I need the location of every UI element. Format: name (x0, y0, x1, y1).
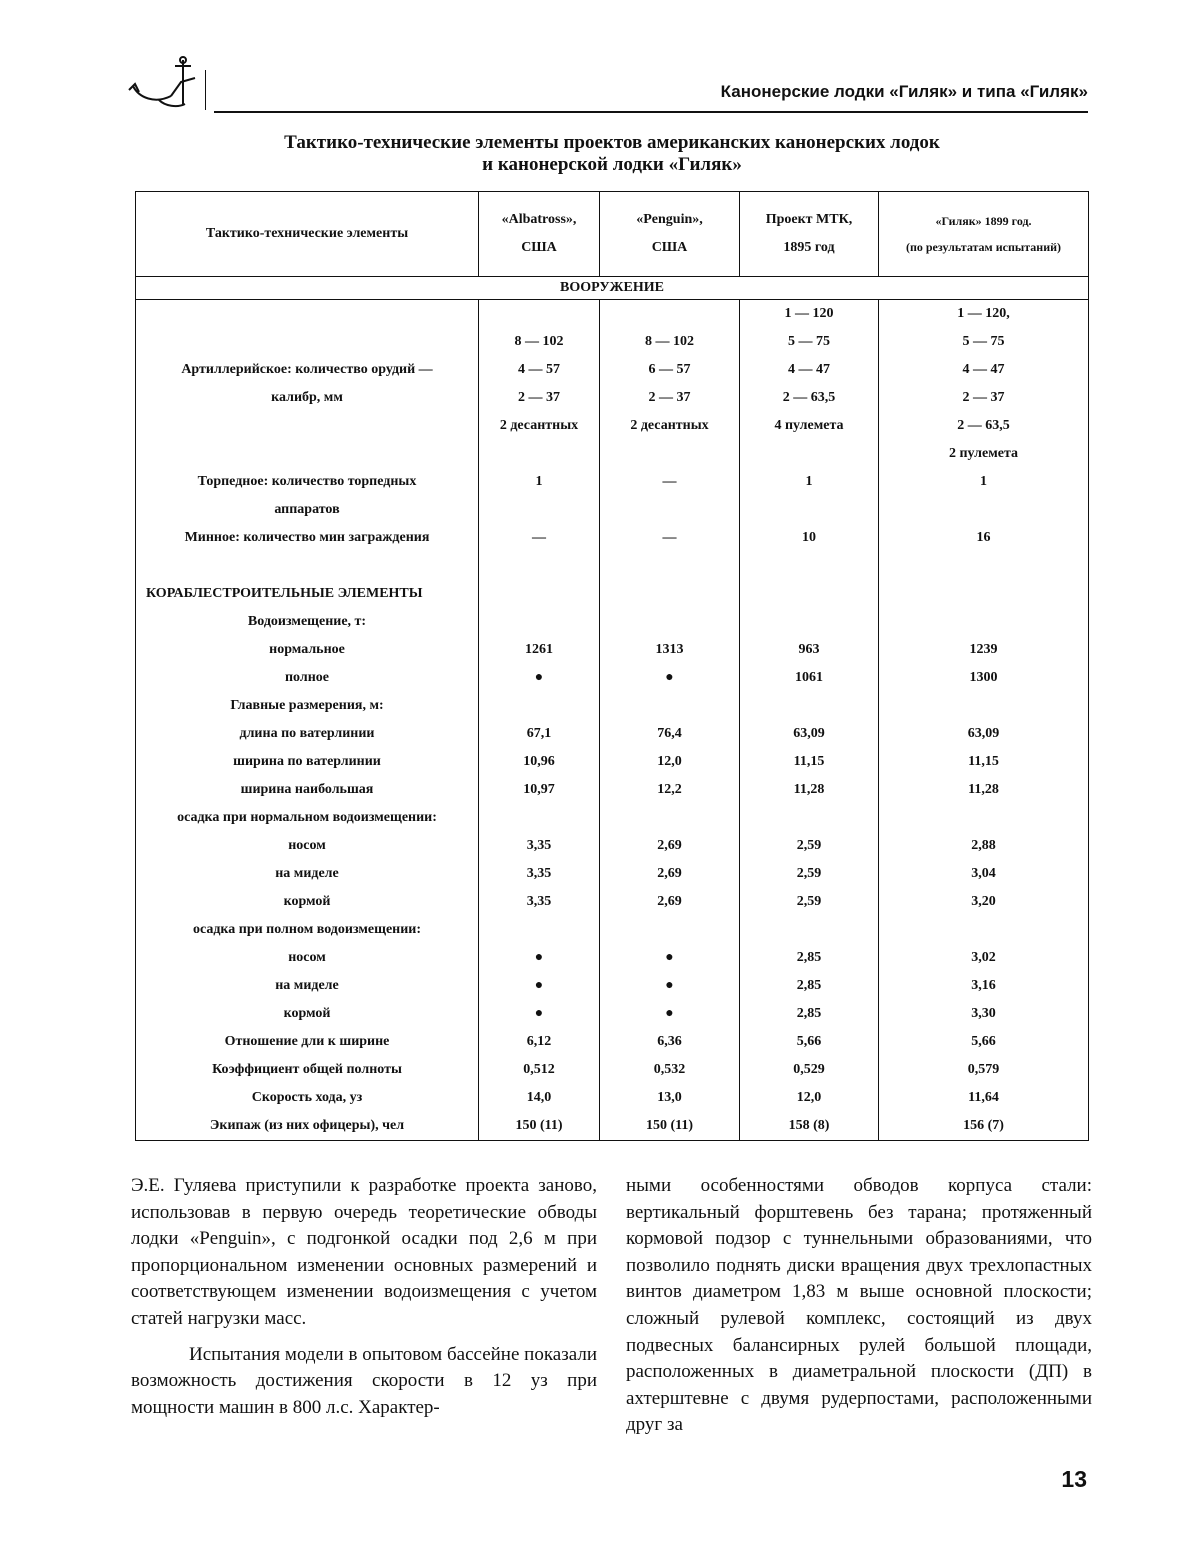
table-cell: 2,88 (879, 832, 1089, 860)
header-text: (по результатам испытаний) (905, 240, 1062, 254)
table-row (136, 916, 1089, 944)
table-cell: 11,15 (879, 748, 1089, 776)
row-label: Скорость хода, уз (136, 1084, 479, 1112)
row-label (136, 412, 479, 440)
table-row (136, 692, 1089, 720)
table-cell (479, 552, 600, 580)
table-cell: — (479, 524, 600, 552)
column-header-elements (136, 192, 479, 277)
row-label (136, 552, 479, 580)
running-head: Канонерские лодки «Гиляк» и типа «Гиляк» (720, 82, 1088, 101)
table-row (136, 552, 1089, 580)
row-label: на миделе (136, 860, 479, 888)
table-cell: 1261 (479, 636, 600, 664)
table-cell (479, 440, 600, 468)
header-divider (205, 70, 206, 110)
table-row (136, 356, 1089, 384)
table-cell (600, 552, 740, 580)
table-cell: 150 (11) (479, 1112, 600, 1141)
row-label: на миделе (136, 972, 479, 1000)
table-row (136, 384, 1089, 412)
table-cell (600, 496, 740, 524)
table-cell (600, 692, 740, 720)
table-cell: 0,529 (740, 1056, 879, 1084)
table-cell: 1 — 120 (740, 300, 879, 329)
header-text: 1895 год (783, 240, 835, 255)
table-cell: 2,85 (740, 972, 879, 1000)
table-cell: 6 — 57 (600, 356, 740, 384)
table-cell (740, 804, 879, 832)
table-row (136, 664, 1089, 692)
row-label: осадка при полном водоизмещении: (136, 916, 479, 944)
table-cell: ● (479, 944, 600, 972)
table-cell: ● (600, 944, 740, 972)
row-label (136, 328, 479, 356)
table-cell: 2,85 (740, 944, 879, 972)
table-cell: 5 — 75 (740, 328, 879, 356)
row-label: Водоизмещение, т: (136, 608, 479, 636)
body-column-right (626, 1173, 1092, 1439)
table-row (136, 496, 1089, 524)
row-label: ширина наибольшая (136, 776, 479, 804)
table-cell: 10,96 (479, 748, 600, 776)
table-row (136, 1112, 1089, 1141)
column-header-mtk-project (740, 192, 879, 277)
table-cell (600, 916, 740, 944)
table-cell: 12,0 (740, 1084, 879, 1112)
table-cell: 1 — 120, (879, 300, 1089, 329)
table-cell: 4 — 57 (479, 356, 600, 384)
table-cell (600, 300, 740, 329)
table-row (136, 300, 1089, 329)
table-cell: 10 (740, 524, 879, 552)
table-cell (740, 440, 879, 468)
row-label: Отношение дли к ширине (136, 1028, 479, 1056)
table-cell: 6,36 (600, 1028, 740, 1056)
table-cell: 2 — 37 (600, 384, 740, 412)
table-cell: 16 (879, 524, 1089, 552)
table-row (136, 832, 1089, 860)
table-cell: 158 (8) (740, 1112, 879, 1141)
table-cell (879, 552, 1089, 580)
table-cell: 2,69 (600, 860, 740, 888)
row-label: кормой (136, 1000, 479, 1028)
table-cell: 14,0 (479, 1084, 600, 1112)
table-cell: 2 десантных (600, 412, 740, 440)
table-cell: 11,64 (879, 1084, 1089, 1112)
table-cell: 2,69 (600, 832, 740, 860)
table-cell: 5,66 (740, 1028, 879, 1056)
table-cell: 0,579 (879, 1056, 1089, 1084)
table-cell (879, 580, 1089, 608)
table-cell: ● (479, 664, 600, 692)
table-row (136, 580, 1089, 608)
row-label (136, 300, 479, 329)
table-cell: 1 (740, 468, 879, 496)
header-text: «Penguin», (636, 212, 703, 227)
table-cell: 2,59 (740, 888, 879, 916)
table-cell (740, 580, 879, 608)
table-cell: 2,85 (740, 1000, 879, 1028)
table-cell: 12,2 (600, 776, 740, 804)
table-cell: 4 — 47 (740, 356, 879, 384)
row-label: Торпедное: количество торпедных (136, 468, 479, 496)
table-cell (879, 496, 1089, 524)
table-cell: 2 — 37 (479, 384, 600, 412)
header-text: Тактико-технические элементы (205, 226, 409, 241)
table-cell: 2 — 37 (879, 384, 1089, 412)
table-header-row (136, 192, 1089, 277)
table-row (136, 1028, 1089, 1056)
table-cell: 3,02 (879, 944, 1089, 972)
table-cell: 5 — 75 (879, 328, 1089, 356)
table-cell (740, 692, 879, 720)
column-header-penguin (600, 192, 740, 277)
table-cell: 3,30 (879, 1000, 1089, 1028)
paragraph: Э.Е. Гуляева приступили к разработке проекта заново, использовав в первую очередь теоретические обводы лодки «Penguin», с подгонкой осадки под 2,6 м при пропорциональном изменении основных размерений и соответствующем изменении водоизмещения с учетом статей нагрузки масс. (131, 1175, 597, 1329)
row-label: носом (136, 832, 479, 860)
table-cell (479, 580, 600, 608)
table-cell: 3,35 (479, 888, 600, 916)
table-cell (479, 608, 600, 636)
table-cell (600, 440, 740, 468)
table-title-line-2: и канонерской лодки «Гиляк» (482, 154, 742, 175)
table-cell: 12,0 (600, 748, 740, 776)
table-cell (600, 608, 740, 636)
table-cell: 11,15 (740, 748, 879, 776)
table-cell (479, 916, 600, 944)
table-cell: 2,59 (740, 860, 879, 888)
table-row (136, 328, 1089, 356)
table-cell: 2 десантных (479, 412, 600, 440)
table-row (136, 720, 1089, 748)
specifications-table (135, 191, 1089, 1141)
table-row (136, 860, 1089, 888)
table-cell: 3,35 (479, 832, 600, 860)
table-cell: 11,28 (740, 776, 879, 804)
table-cell (879, 608, 1089, 636)
table-cell: 6,12 (479, 1028, 600, 1056)
table-cell: 963 (740, 636, 879, 664)
table-cell: — (600, 468, 740, 496)
table-cell: ● (600, 664, 740, 692)
table-cell: 0,512 (479, 1056, 600, 1084)
table-cell: 150 (11) (600, 1112, 740, 1141)
anchor-icon (125, 56, 203, 112)
table-cell: 2 — 63,5 (740, 384, 879, 412)
row-label: нормальное (136, 636, 479, 664)
table-cell (600, 804, 740, 832)
table-cell: ● (600, 1000, 740, 1028)
table-row (136, 608, 1089, 636)
table-row (136, 440, 1089, 468)
table-cell: 10,97 (479, 776, 600, 804)
table-cell (479, 804, 600, 832)
table-cell: 13,0 (600, 1084, 740, 1112)
table-cell (479, 692, 600, 720)
table-cell: 1300 (879, 664, 1089, 692)
row-label: Коэффициент общей полноты (136, 1056, 479, 1084)
table-cell: 11,28 (879, 776, 1089, 804)
table-cell: 1 (879, 468, 1089, 496)
row-label: Главные размерения, м: (136, 692, 479, 720)
table-cell: 1313 (600, 636, 740, 664)
row-label: КОРАБЛЕСТРОИТЕЛЬНЫЕ ЭЛЕМЕНТЫ (136, 580, 479, 608)
row-label: аппаратов (136, 496, 479, 524)
table-cell (740, 496, 879, 524)
table-cell (740, 608, 879, 636)
table-row (136, 804, 1089, 832)
row-label: ширина по ватерлинии (136, 748, 479, 776)
table-row (136, 412, 1089, 440)
table-row (136, 468, 1089, 496)
table-cell: 4 — 47 (879, 356, 1089, 384)
row-label: Минное: количество мин заграждения (136, 524, 479, 552)
table-cell: 63,09 (740, 720, 879, 748)
table-row (136, 748, 1089, 776)
table-row (136, 1084, 1089, 1112)
column-header-gilyak (879, 192, 1089, 277)
header-text: «Гиляк» 1899 год. (935, 214, 1032, 228)
table-cell: ● (600, 972, 740, 1000)
table-cell (740, 552, 879, 580)
table-cell: — (600, 524, 740, 552)
table-cell: 5,66 (879, 1028, 1089, 1056)
table-cell: 63,09 (879, 720, 1089, 748)
row-label: полное (136, 664, 479, 692)
paragraph: ными особенностями обводов корпуса стали: вертикальный форштевень без тарана; протяженный кормовой подзор с туннельными образованиями, что позволило поднять диски вращения двух трехлопастных винтов диаметром 1,83 м выше основной плоскости; сложный рулевой комплекс, состоящий из двух подвесных балансирных рулей большой площади, расположенных в диаметральной плоскости (ДП) в ахтерштевне с двумя рудерпостами, расположенными друг за (626, 1175, 1092, 1436)
table-cell: 1061 (740, 664, 879, 692)
table-cell: ● (479, 972, 600, 1000)
row-label: Экипаж (из них офицеры), чел (136, 1112, 479, 1141)
header-text: Проект МТК, (765, 212, 853, 227)
table-row (136, 1000, 1089, 1028)
table-cell: 67,1 (479, 720, 600, 748)
row-label: осадка при нормальном водоизмещении: (136, 804, 479, 832)
paragraph: Испытания модели в опытовом бассейне показали возможность достижения скорости в 12 уз при мощности машин в 800 л.с. Характер- (131, 1343, 597, 1418)
table-row (136, 776, 1089, 804)
table-cell: 1 (479, 468, 600, 496)
table-row (136, 972, 1089, 1000)
table-cell: 0,532 (600, 1056, 740, 1084)
table-cell: 3,04 (879, 860, 1089, 888)
header-rule (214, 111, 1088, 113)
header-text: США (521, 240, 557, 255)
table-row (136, 636, 1089, 664)
table-row (136, 524, 1089, 552)
table-row (136, 1056, 1089, 1084)
table-cell: 76,4 (600, 720, 740, 748)
row-label: Артиллерийское: количество орудий — (136, 356, 479, 384)
table-cell (879, 804, 1089, 832)
row-label: калибр, мм (136, 384, 479, 412)
row-label (136, 440, 479, 468)
table-title (136, 132, 1088, 176)
table-cell: 4 пулемета (740, 412, 879, 440)
table-cell: 1239 (879, 636, 1089, 664)
table-cell (479, 300, 600, 329)
table-cell (740, 916, 879, 944)
row-label: кормой (136, 888, 479, 916)
section-row-armament (136, 277, 1089, 300)
table-cell (879, 692, 1089, 720)
column-header-albatross (479, 192, 600, 277)
table-cell: 2,69 (600, 888, 740, 916)
table-cell: 2 пулемета (879, 440, 1089, 468)
section-heading: ВООРУЖЕНИЕ (136, 277, 1089, 300)
table-cell: 156 (7) (879, 1112, 1089, 1141)
page-number: 13 (1061, 1466, 1087, 1492)
header-text: «Albatross», (501, 212, 577, 227)
table-row (136, 944, 1089, 972)
table-cell: 3,16 (879, 972, 1089, 1000)
body-column-left (131, 1173, 597, 1421)
table-cell: 3,35 (479, 860, 600, 888)
table-title-line-1: Тактико-технические элементы проектов американских канонерских лодок (284, 132, 940, 153)
row-label: носом (136, 944, 479, 972)
table-row (136, 888, 1089, 916)
table-cell: 2 — 63,5 (879, 412, 1089, 440)
table-cell: ● (479, 1000, 600, 1028)
table-cell: 3,20 (879, 888, 1089, 916)
table-cell (879, 916, 1089, 944)
table-cell: 2,59 (740, 832, 879, 860)
table-cell (600, 580, 740, 608)
table-cell: 8 — 102 (600, 328, 740, 356)
table-cell: 8 — 102 (479, 328, 600, 356)
row-label: длина по ватерлинии (136, 720, 479, 748)
table-cell (479, 496, 600, 524)
header-text: США (651, 240, 688, 255)
